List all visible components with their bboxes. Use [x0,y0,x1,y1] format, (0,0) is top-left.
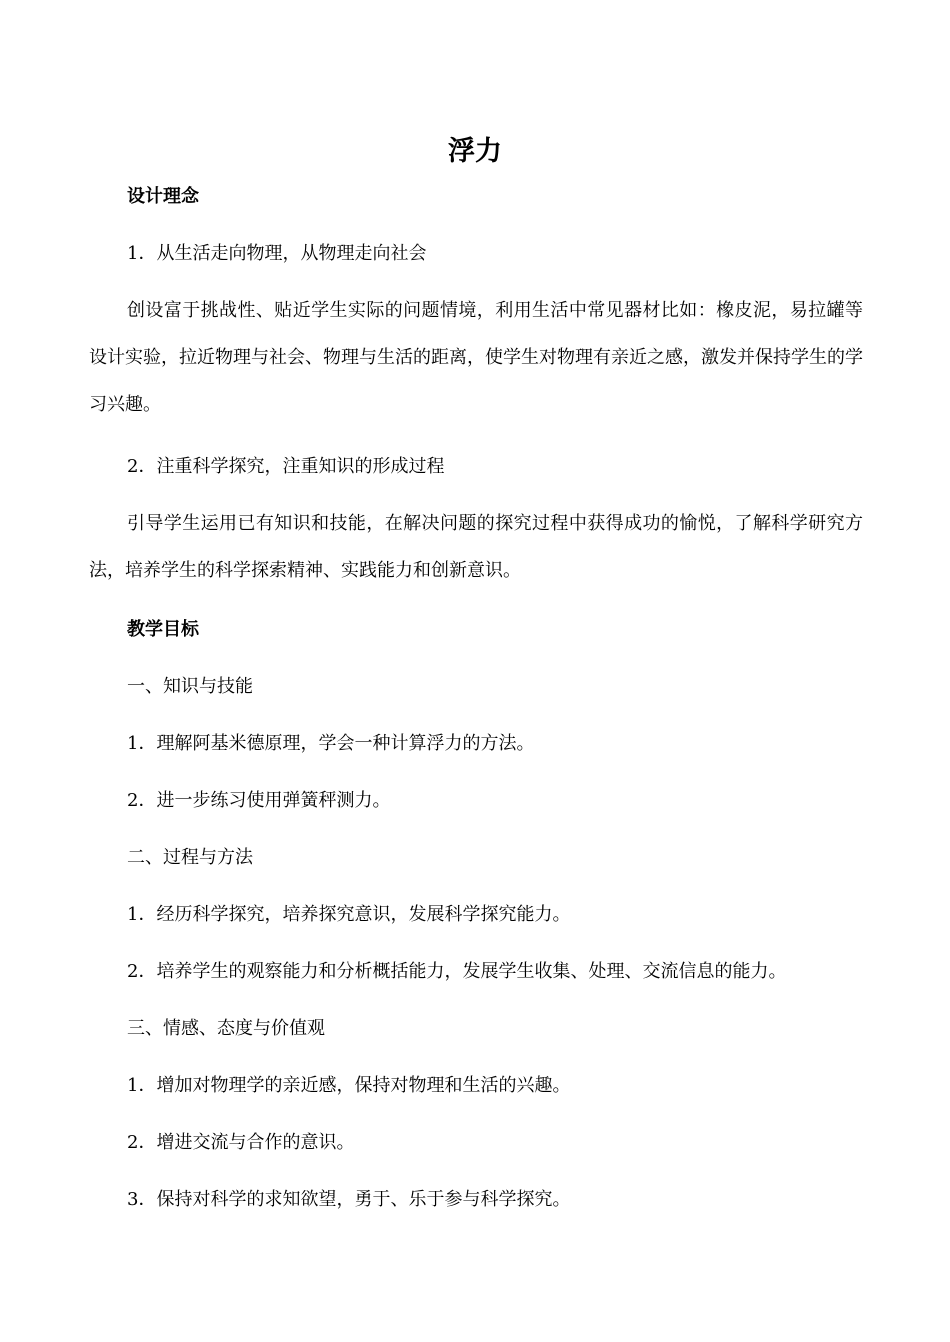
design-point-2: 2．注重科学探究，注重知识的形成过程 [127,456,445,477]
design-paragraph-1: 创设富于挑战性、贴近学生实际的问题情境，利用生活中常见器材比如：橡皮泥，易拉罐等设计实验，拉近物理与社会、物理与生活的距离，使学生对物理有亲近之感，激发并保持学生的学习兴趣。 [89,300,863,415]
process-item-1: 1．经历科学探究，培养探究意识，发展科学探究能力。 [127,904,571,925]
knowledge-item-1: 1．理解阿基米德原理，学会一种计算浮力的方法。 [127,733,535,754]
attitude-item-2: 2．增进交流与合作的意识。 [127,1132,355,1153]
knowledge-item-2: 2．进一步练习使用弹簧秤测力。 [127,790,391,811]
attitude-item-1: 1．增加对物理学的亲近感，保持对物理和生活的兴趣。 [127,1075,571,1096]
subheading-knowledge-skills: 一、知识与技能 [127,676,253,697]
subheading-attitude-values: 三、情感、态度与价值观 [127,1018,325,1039]
design-point-1: 1．从生活走向物理，从物理走向社会 [127,243,427,264]
process-item-2: 2．培养学生的观察能力和分析概括能力，发展学生收集、处理、交流信息的能力。 [127,961,787,982]
section-heading-teaching-goals: 教学目标 [127,619,199,640]
section-heading-design-concept: 设计理念 [127,186,199,207]
subheading-process-methods: 二、过程与方法 [127,847,253,868]
attitude-item-3: 3．保持对科学的求知欲望，勇于、乐于参与科学探究。 [127,1189,571,1210]
design-paragraph-2: 引导学生运用已有知识和技能，在解决问题的探究过程中获得成功的愉悦，了解科学研究方法，培养学生的科学探索精神、实践能力和创新意识。 [89,513,863,581]
page-title: 浮力 [448,136,502,167]
